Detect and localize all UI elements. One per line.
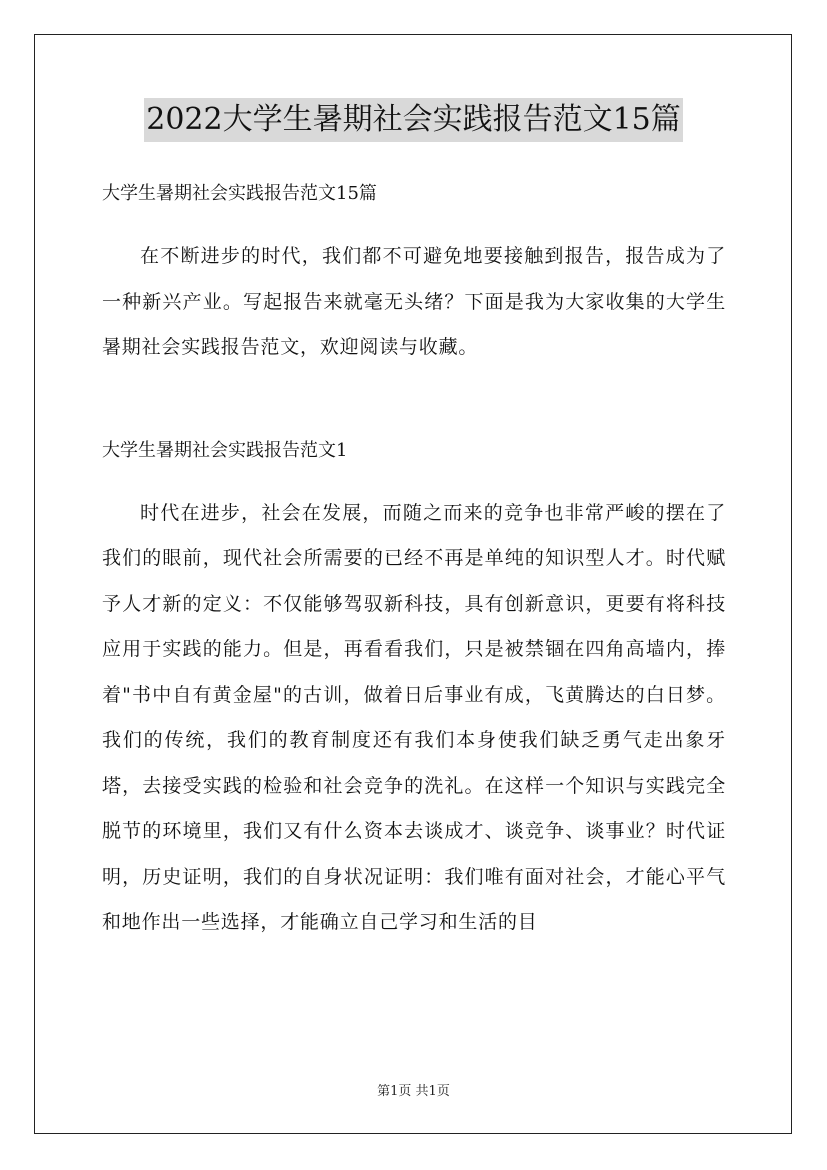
title-container <box>0 98 827 142</box>
document-title: 2022大学生暑期社会实践报告范文15篇 <box>144 98 683 142</box>
spacer <box>102 469 726 491</box>
section-heading: 大学生暑期社会实践报告范文1 <box>102 439 348 461</box>
intro-paragraph: 在不断进步的时代，我们都不可避免地要接触到报告，报告成为了一种新兴产业。写起报告来就毫无头绪？下面是我为大家收集的大学生暑期社会实践报告范文，欢迎阅读与收藏。 <box>102 245 726 358</box>
document-subtitle: 大学生暑期社会实践报告范文15篇 <box>102 183 377 204</box>
spacer <box>102 212 726 234</box>
page-footer: 第1页 共1页 <box>377 1084 450 1099</box>
document-body <box>102 176 726 946</box>
section-paragraph: 时代在进步，社会在发展，而随之而来的竞争也非常严峻的摆在了我们的眼前，现代社会所需要的已经不再是单纯的知识型人才。时代赋予人才新的定义：不仅能够驾驭新科技，具有创新意识，更要有将科技应用于实践的能力。但是，再看看我们，只是被禁锢在四角高墙内，捧着"书中自有黄金屋"的古训，做着日后事业有成，飞黄腾达的白日梦。我们的传统，我们的教育制度还有我们本身使我们缺乏勇气走出象牙塔，去接受实践的检验和社会竞争的洗礼。在这样一个知识与实践完全脱节的环境里，我们又有什么资本去谈成才、谈竞争、谈事业？时代证明，历史证明，我们的自身状况证明：我们唯有面对社会，才能心平气和地作出一些选择，才能确立自己学习和生活的目 <box>102 501 726 933</box>
spacer <box>102 371 726 433</box>
